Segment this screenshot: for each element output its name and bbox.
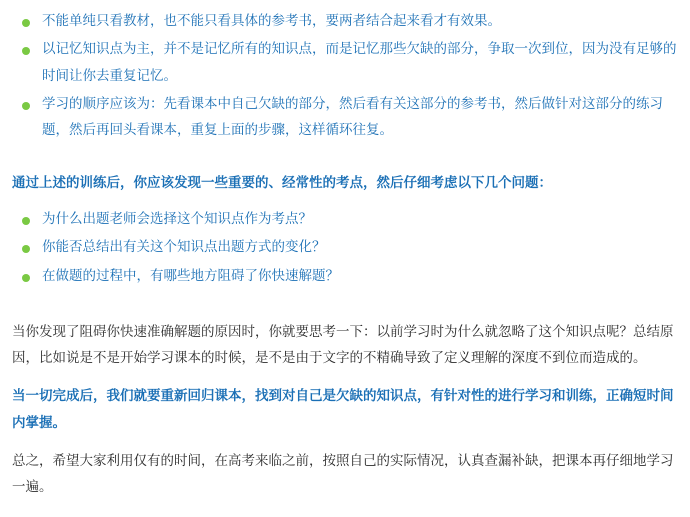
list-item <box>12 234 678 260</box>
study-tips-list <box>12 8 678 144</box>
section-heading: 通过上述的训练后，你应该发现一些重要的、经常性的考点，然后仔细考虑以下几个问题： <box>12 174 552 191</box>
list-item <box>12 206 678 232</box>
list-item-text: 以记忆知识点为主，并不是记忆所有的知识点，而是记忆那些欠缺的部分，争取一次到位，因为没有足够的时间让你去重复记忆。 <box>42 41 677 84</box>
list-item-text: 在做题的过程中，有哪些地方阻碍了你快速解题？ <box>42 267 339 284</box>
list-item-text: 学习的顺序应该为：先看课本中自己欠缺的部分，然后看有关这部分的参考书，然后做针对这部分的练习题，然后再回头看课本，重复上面的步骤，这样循环往复。 <box>42 95 663 139</box>
paragraph-closing: 总之，希望大家利用仅有的时间，在高考来临之前，按照自己的实际情况，认真查漏补缺，把课本再仔细地学习一遍。 <box>12 453 674 496</box>
list-item <box>12 91 678 144</box>
list-item <box>12 263 678 289</box>
spacer <box>12 291 678 297</box>
list-item-text: 你能否总结出有关这个知识点出题方式的变化？ <box>42 239 326 256</box>
paragraph-reflection: 当你发现了阻碍你快速准确解题的原因时，你就要思考一下：以前学习时为什么就忽略了这个知识点呢？总结原因，比如说是不是开始学习课本的时候，是不是由于文字的不精确导致了定义理解的深度不到位而造成的。 <box>12 323 674 367</box>
paragraph-conclusion-emphasis: 当一切完成后，我们就要重新回归课本，找到对自己是欠缺的知识点，有针对性的进行学习和训练，正确短时间内掌握。 <box>12 388 674 431</box>
list-item-text: 不能单纯只看教材，也不能只看具体的参考书，要两者结合起来看才有效果。 <box>42 13 501 29</box>
list-item <box>12 8 678 34</box>
questions-list <box>12 206 678 289</box>
list-item-text: 为什么出题老师会选择这个知识点作为考点？ <box>42 210 312 227</box>
list-item <box>12 36 678 89</box>
